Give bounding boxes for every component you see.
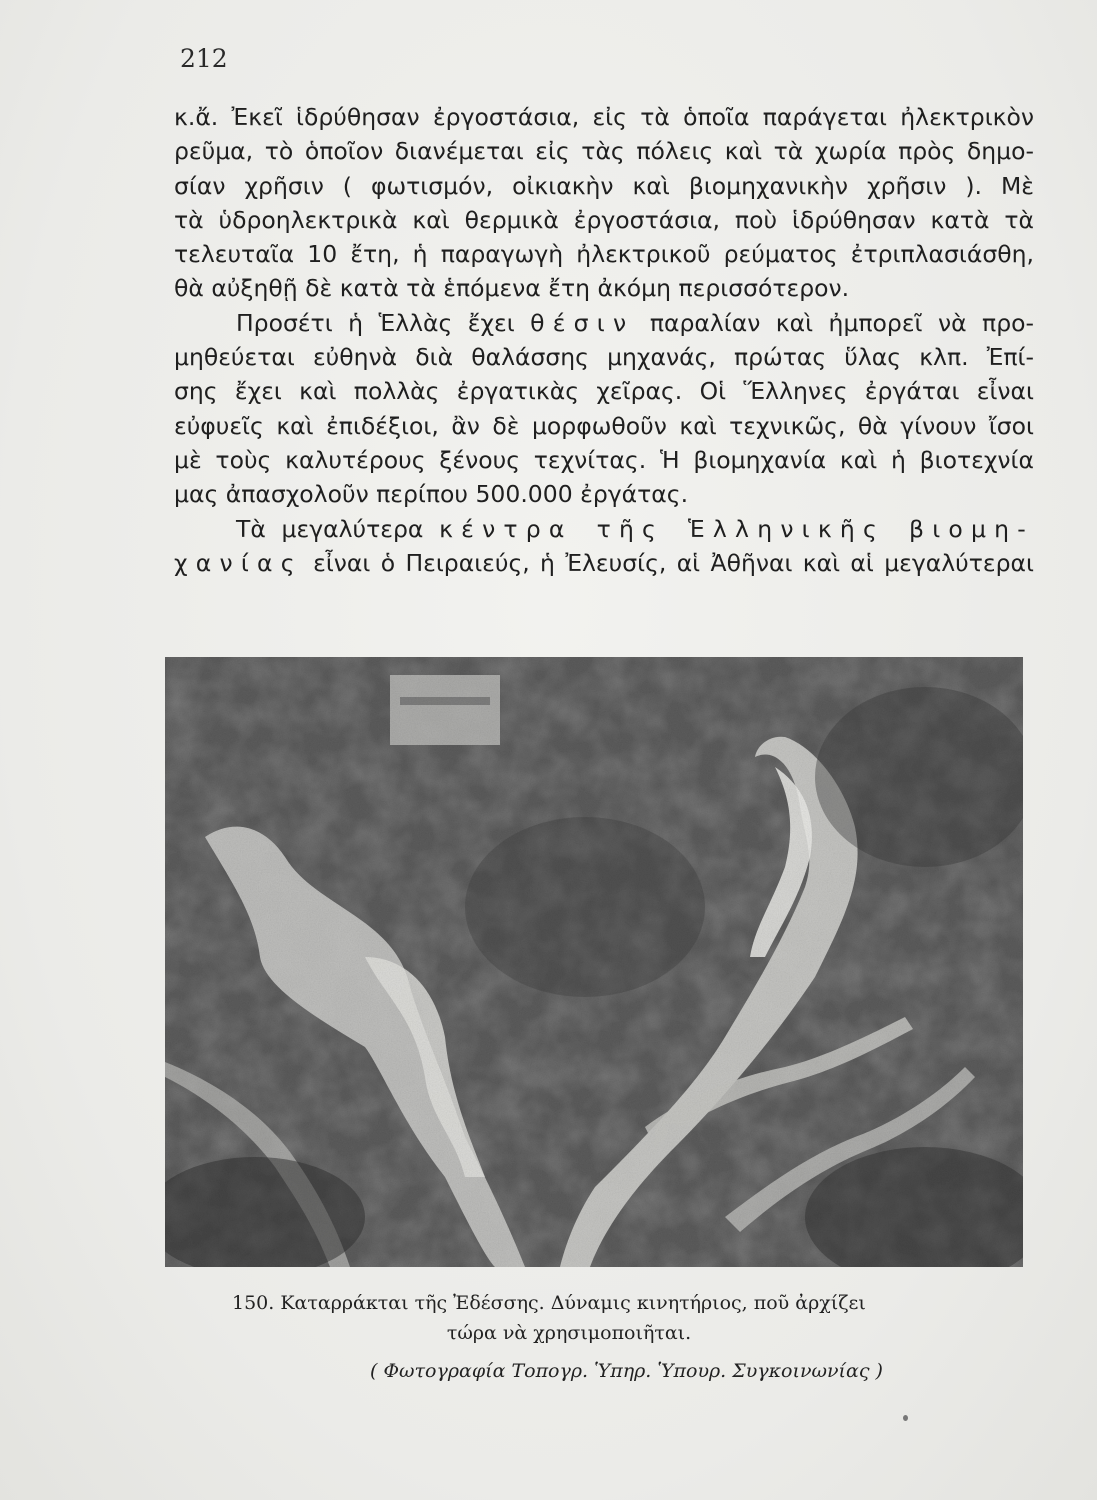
- page-number: 212: [180, 44, 228, 73]
- spaced-emphasis: κέντρα τῆς Ἑλληνικῆς βιομη-: [439, 514, 1034, 543]
- photo-illustration: [165, 657, 1023, 1267]
- figure-caption: [174, 1288, 1034, 1348]
- text-line: εὐφυεῖς καὶ ἐπιδέξιοι, ἂν δὲ μορφωθοῦν καὶ τεχνικῶς, θὰ γίνουν ἴσοι: [174, 411, 1034, 440]
- text-fragment: Τὰ μεγαλύτερα: [236, 514, 424, 543]
- text-line: τελευταῖα 10 ἔτη, ἡ παραγωγὴ ἠλεκτρικοῦ ρεύματος ἐτριπλασιάσθη,: [174, 240, 1034, 269]
- text-line: κ.ἄ. Ἐκεῖ ἱδρύθησαν ἐργοστάσια, εἰς τὰ ὁποῖα παράγεται ἠλεκτρικὸν: [174, 103, 1034, 131]
- text-fragment: Προσέτι ἡ Ἑλλὰς ἔχει: [236, 308, 515, 337]
- text-line: τὰ ὑδροηλεκτρικὰ καὶ θερμικὰ ἐργοστάσια, ποὺ ἱδρύθησαν κατὰ τὰ: [174, 205, 1034, 234]
- spaced-emphasis: θέσιν: [530, 308, 635, 337]
- spaced-emphasis: χανίας: [174, 548, 303, 577]
- text-line: σίαν χρῆσιν ( φωτισμόν, οἰκιακὴν καὶ βιομηχανικὴν χρῆσιν ). Μὲ: [174, 171, 1034, 200]
- text-line: μας ἀπασχολοῦν περίπου 500.000 ἐργάτας.: [174, 480, 689, 509]
- photo-credit: ( Φωτογραφία Τοπογρ. Ὑπηρ. Ὑπουρ. Συγκοινωνίας ): [370, 1360, 883, 1382]
- paragraph-2-first-line: [174, 306, 1034, 340]
- text-line: ρεῦμα, τὸ ὁποῖον διανέμεται εἰς τὰς πόλεις καὶ τὰ χωρία πρὸς δημο-: [174, 137, 1034, 166]
- print-speck: [903, 1415, 908, 1421]
- paragraph-3-first-line: [174, 512, 1034, 546]
- building-windows: [400, 697, 490, 705]
- text-line: σης ἔχει καὶ πολλὰς ἐργατικὰς χεῖρας. Οἱ Ἕλληνες ἐργάται εἶναι: [174, 377, 1034, 406]
- text-line: μηθεύεται εὐθηνὰ διὰ θαλάσσης μηχανάς, πρώτας ὕλας κλπ. Ἐπί-: [174, 343, 1034, 372]
- building: [390, 675, 500, 745]
- text-line: μὲ τοὺς καλυτέρους ξένους τεχνίτας. Ἡ βιομηχανία καὶ ἡ βιοτεχνία: [174, 445, 1034, 474]
- text-fragment: εἶναι ὁ Πειραιεύς, ἡ Ἐλευσίς, αἱ Ἀθῆναι καὶ αἱ μεγαλύτεραι: [313, 548, 1034, 577]
- text-fragment: παραλίαν καὶ ἠμπορεῖ νὰ προ-: [649, 308, 1034, 337]
- paragraph-3-second-line: [174, 546, 1034, 580]
- dark-foliage: [465, 817, 705, 997]
- waterfall-photograph: [165, 657, 1023, 1267]
- body-text: [174, 100, 1034, 580]
- text-line: θὰ αὐξηθῇ δὲ κατὰ τὰ ἑπόμενα ἔτη ἀκόμη περισσότερον.: [174, 274, 850, 303]
- caption-line: 150. Καταρράκται τῆς Ἐδέσσης. Δύναμις κινητήριος, ποῦ ἀρχίζει: [232, 1292, 866, 1314]
- caption-line: τώρα νὰ χρησιμοποιῆται.: [446, 1322, 692, 1344]
